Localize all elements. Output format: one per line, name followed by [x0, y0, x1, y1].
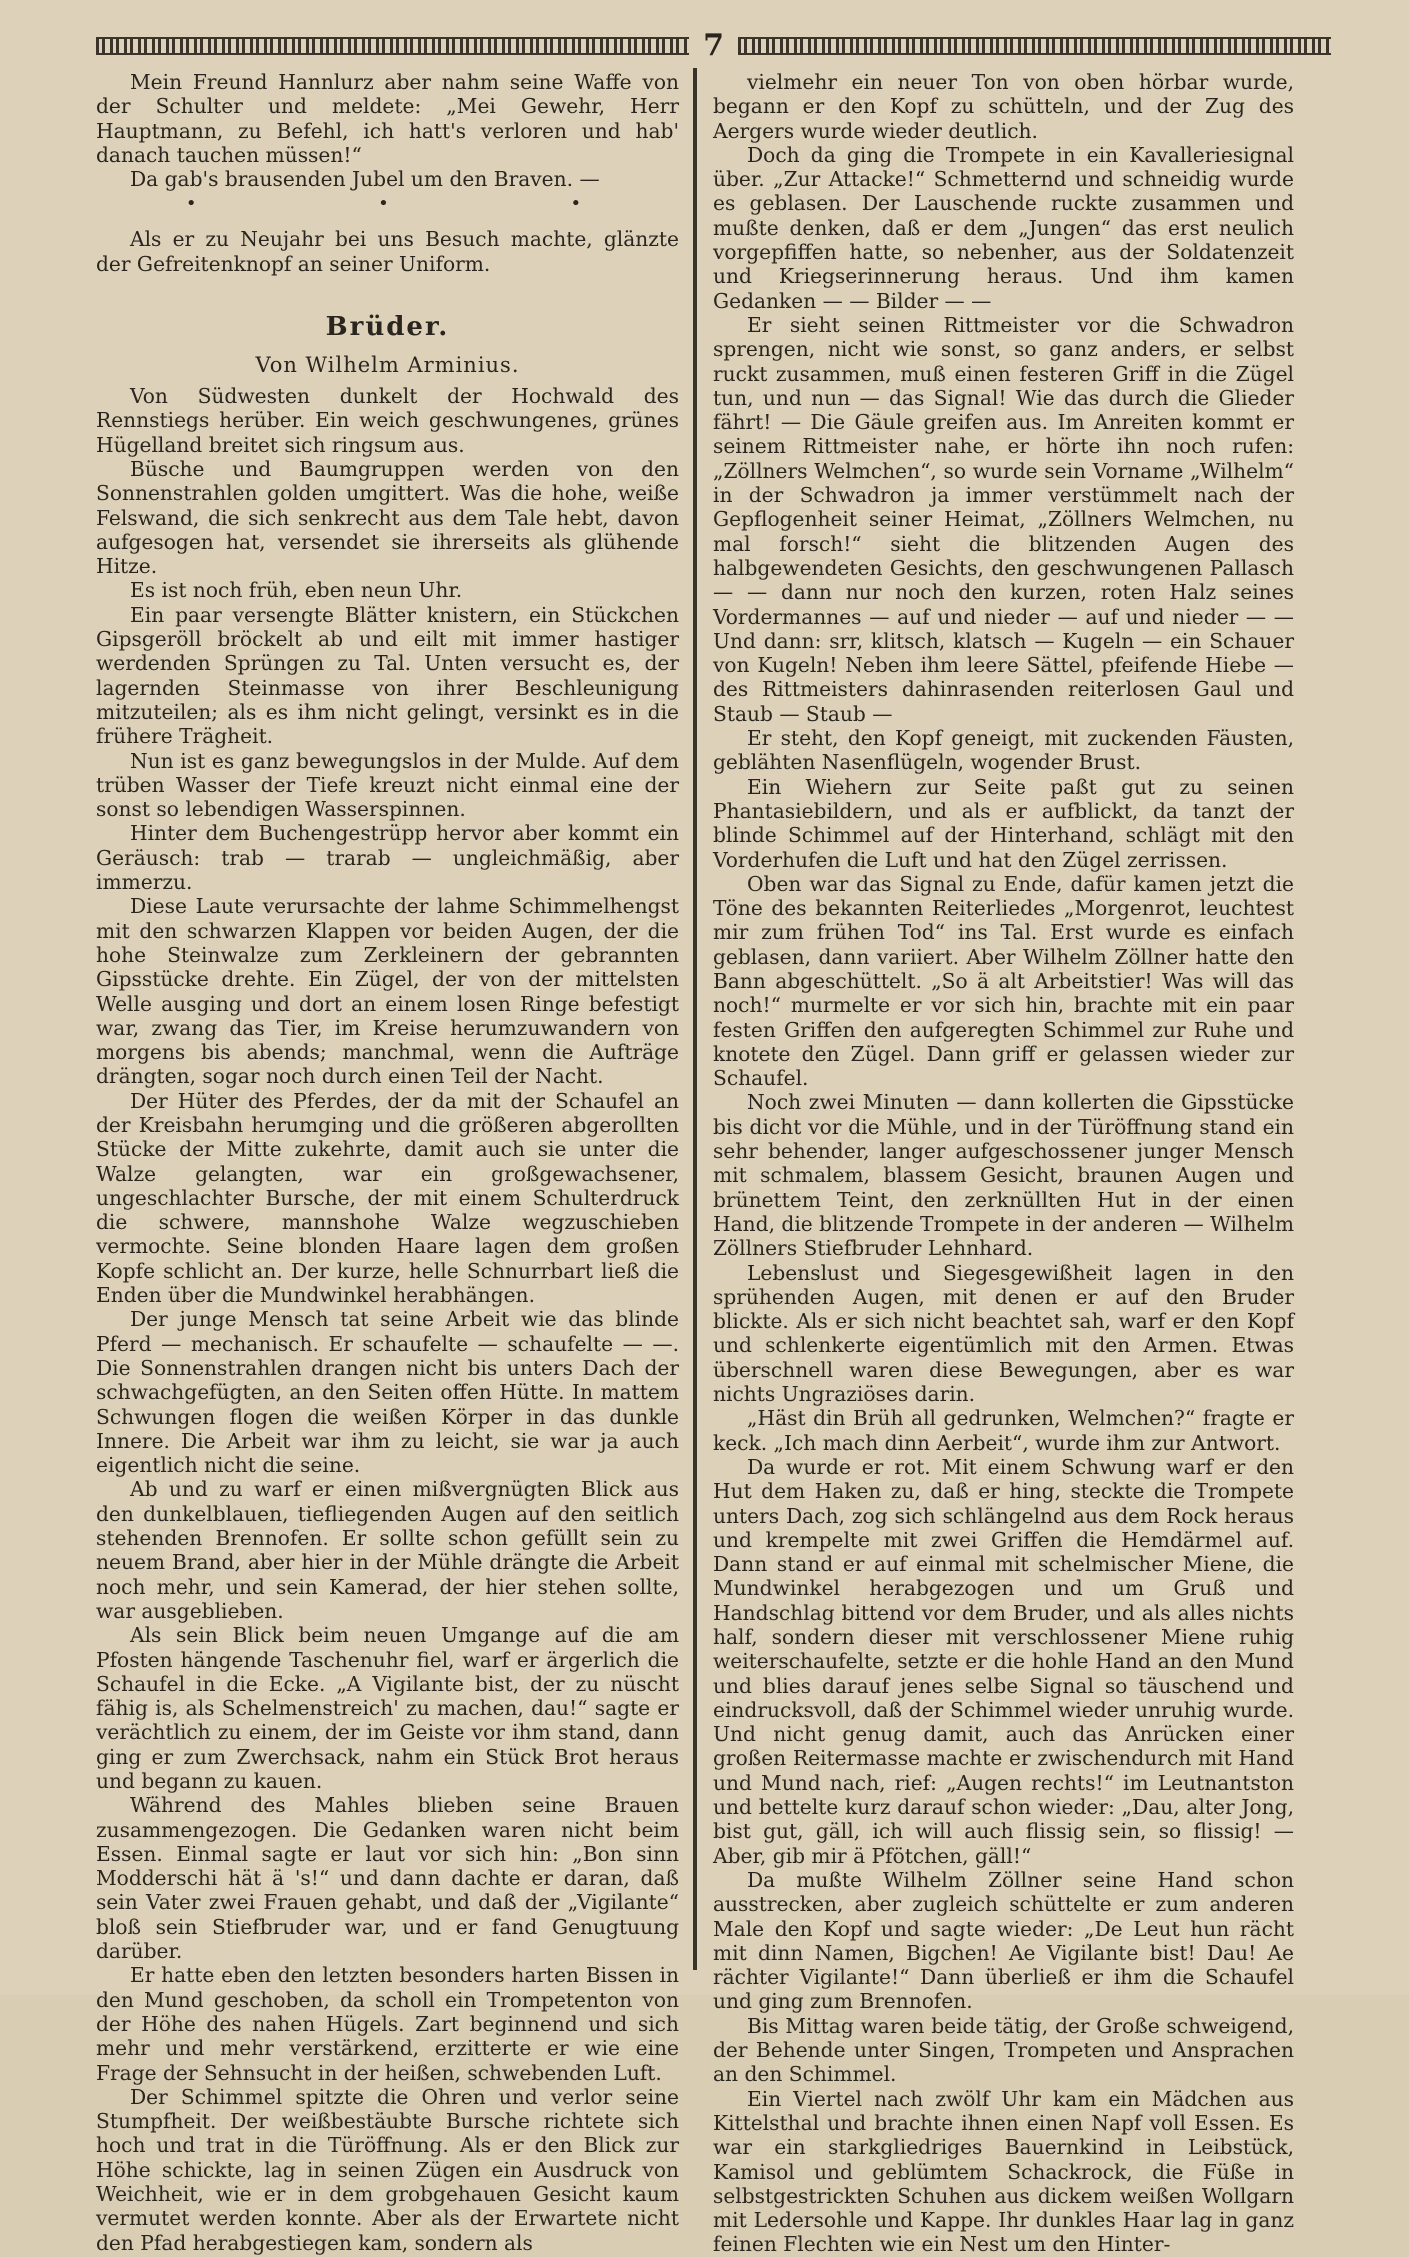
story-paragraph: Ab und zu warf er einen mißvergnügten Blick aus den dunkelblauen, tiefliegenden Augen auf den seitlich stehenden Brennofen. Er sollte schon gefüllt sein zu neuem Brand, aber hier in der Mühle drängte die Arbeit noch mehr, und sein Kamerad, der hier stehen sollte, war ausgeblieben.: [96, 1477, 679, 1623]
story-paragraph: Ein Wiehern zur Seite paßt gut zu seinen Phantasiebildern, und als er aufblickt, da tanzt der blinde Schimmel auf der Hinterhand, schlägt mit den Vorderhufen die Luft und hat den Zügel zerrissen.: [713, 774, 1294, 872]
header-ornament-left: [96, 37, 689, 55]
story-paragraph: Hinter dem Buchengestrüpp hervor aber kommt ein Geräusch: trab — trarab — ungleichmäßig, aber immerzu.: [96, 821, 679, 895]
section-separator: • • •: [185, 193, 670, 215]
story-paragraph: Es ist noch früh, eben neun Uhr.: [130, 578, 463, 603]
story-paragraph: Während des Mahles blieben seine Brauen zusammengezogen. Die Gedanken waren nicht beim Essen. Einmal sagte er laut vor sich hin: „Bon sinn Modderschi hät ä 's!“ und dann dachte er daran, daß sein Vater zwei Frauen gehabt, und daß der „Vigilante“ bloß sein Stiefbruder war, und er fand Genugtuung darüber.: [96, 1793, 679, 1964]
intro-closing: Als er zu Neujahr bei uns Besuch machte, glänzte der Gefreitenknopf an seiner Uniform.: [96, 227, 679, 276]
story-paragraph: Noch zwei Minuten — dann kollerten die Gipsstücke bis dicht vor die Mühle, und in der Türöffnung stand ein sehr behender, langer aufgeschossener junger Mensch mit schmalem, blassem Gesicht, braunen Augen und brünettem Teint, den zerknüllten Hut in der einen Hand, die blitzende Trompete in der anderen — Wilhelm Zöllners Stiefbruder Lehnhard.: [713, 1090, 1294, 1261]
header-ornament-right: [738, 37, 1331, 55]
left-column: [96, 70, 693, 2255]
story-paragraph: Als sein Blick beim neuen Umgange auf die am Pfosten hängende Taschenuhr fiel, warf er ärgerlich die Schaufel in die Ecke. „A Vigilante bist, der zu nüscht fähig is, als Schelmenstreich' zu machen, dau!“ sagte er verächtlich zu einem, der im Geiste vor ihm stand, dann ging er zum Zwerchsack, nahm ein Stück Brot heraus und begann zu kauen.: [96, 1623, 679, 1793]
intro-paragraph: Da gab's brausenden Jubel um den Braven. —: [130, 167, 600, 192]
page-number: 7: [703, 28, 724, 63]
page-header: [96, 28, 1331, 64]
story-paragraph: Bis Mittag waren beide tätig, der Große schweigend, der Behende unter Singen, Trompeten und Ansprachen an den Schimmel.: [713, 2013, 1294, 2087]
story-paragraph: Ein paar versengte Blätter knistern, ein Stückchen Gipsgeröll bröckelt ab und eilt mit immer hastiger werdenden Sprüngen zu Tal. Unten versucht es, der lagernden Steinmasse von ihrer Beschleunigung mitzuteilen; als es ihm nicht gelingt, versinkt es in die frühere Trägheit.: [96, 602, 679, 749]
story-paragraph: Er hatte eben den letzten besonders harten Bissen in den Mund geschoben, da scholl ein Trompetenton von der Höhe des nahen Hügels. Zart beginnend und sich mehr und mehr verstärkend, erzitterte er wie eine Frage der Sehnsucht in der heißen, schwebenden Luft.: [96, 1963, 679, 2085]
text-columns: [96, 70, 1331, 2257]
story-paragraph: Er sieht seinen Rittmeister vor die Schwadron sprengen, nicht wie sonst, so ganz anders, er selbst ruckt zusammen, muß einen festeren Griff in die Zügel tun, und nun — das Signal! Wie das durch die Glieder fährt! — Die Gäule greifen aus. Im Anreiten kommt er seinem Rittmeister nahe, er hörte ihn noch rufen: „Zöllners Welmchen“, so wurde sein Vorname „Wilhelm“ in der Schwadron ja immer verstümmelt nach der Gepflogenheit seiner Heimat, „Zöllners Welmchen, nu mal forsch!“ sieht die blitzenden Augen des halbgewendeten Gesichts, den geschwungenen Pallasch — — dann nur noch den kurzen, roten Halz seines Vordermannes — auf und nieder — auf und nieder — — Und dann: srr, klitsch, klatsch — Kugeln — ein Schauer von Kugeln! Neben ihm leere Sättel, pfeifende Hiebe — des Rittmeisters dahinrasenden reiterlosen Gaul und Staub — Staub —: [713, 312, 1294, 726]
intro-paragraph: Mein Freund Hannlurz aber nahm seine Waffe von der Schulter und meldete: „Mei Gewehr, Herr Hauptmann, zu Befehl, ich hatt's verloren und hab' danach tauchen müssen!“: [96, 70, 679, 167]
story-paragraph: Doch da ging die Trompete in ein Kavalleriesignal über. „Zur Attacke!“ Schmetternd und schneidig wurde es geblasen. Der Lauschende ruckte zusammen und mußte denken, daß er dem „Jungen“ das erst neulich vorgepfiffen hatte, so nebenher, aus der Soldatenzeit und Kriegserinnerung heraus. Und ihm kamen Gedanken — — Bilder — —: [713, 142, 1294, 313]
right-story-body: [713, 70, 1294, 2257]
story-paragraph: Da wurde er rot. Mit einem Schwung warf er den Hut dem Haken zu, daß er hing, steckte die Trompete unters Dach, zog sich schlängelnd aus dem Rock heraus und krempelte mit zwei Griffen die Hemdärmel auf. Dann stand er auf einmal mit schelmischer Miene, die Mundwinkel herabgezogen und um Gruß und Handschlag bittend vor dem Bruder, und als alles nichts half, sondern dieser mit verschlossener Miene ruhig weiterschaufelte, setzte er die hohle Hand an den Mund und blies darauf jenes selbe Signal so täuschend und eindrucksvoll, daß der Schimmel wieder unruhig wurde. Und nicht genug damit, auch das Anrücken einer großen Reitermasse machte er zwischendurch mit Hand und Mund nach, rief: „Augen rechts!“ im Leutnantston und bettelte kurz darauf schon wieder: „Dau, alter Jong, bist gut, gäll, ich will auch flissig sein, so flissig! — Aber, gib mir ä Pfötchen, gäll!“: [713, 1454, 1294, 1868]
right-column: [697, 70, 1294, 2257]
story-paragraph: Oben war das Signal zu Ende, dafür kamen jetzt die Töne des bekannten Reiterliedes „Morgenrot, leuchtest mir zum frühen Tod“ ins Tal. Erst wurde es einfach geblasen, dann variiert. Aber Wilhelm Zöllner hatte den Bann abgeschüttelt. „So ä alt Arbeitstier! Was will das noch!“ murmelte er vor sich hin, brachte mit ein paar festen Griffen den aufgeregten Schimmel zur Ruhe und knotete den Zügel. Dann griff er gelassen wieder zur Schaufel.: [713, 871, 1294, 1091]
story-paragraph: Der junge Mensch tat seine Arbeit wie das blinde Pferd — mechanisch. Er schaufelte — schaufelte — —. Die Sonnenstrahlen drangen nicht bis unters Dach der schwachgefügten, an den Seiten offen Hütte. In mattem Schwungen flogen die weißen Körper in das dunkle Innere. Die Arbeit war ihm zu leicht, sie war ja auch eigentlich nicht die seine.: [96, 1307, 679, 1478]
story-paragraph: Lebenslust und Siegesgewißheit lagen in den sprühenden Augen, mit denen er auf den Bruder blickte. Als er sich nicht beachtet sah, warf er den Kopf und schlenkerte eigentümlich mit den Armen. Etwas überschnell waren diese Bewegungen, aber es war nichts Ungraziöses darin.: [713, 1260, 1294, 1407]
story-paragraph: Da mußte Wilhelm Zöllner seine Hand schon ausstrecken, aber zugleich schüttelte er zum anderen Male den Kopf und sagte wieder: „De Leut hun rächt mit dinn Namen, Bigchen! Ae Vigilante bist! Dau! Ae rächter Vigilante!“ Dann überließ er ihm die Schaufel und ging zum Brennofen.: [713, 1867, 1294, 2014]
left-story-body: [96, 384, 679, 2255]
story-paragraph: Von Südwesten dunkelt der Hochwald des Rennstiegs herüber. Ein weich geschwungenes, grünes Hügelland breitet sich ringsum aus.: [96, 384, 679, 457]
story-paragraph: vielmehr ein neuer Ton von oben hörbar wurde, begann er den Kopf zu schütteln, und der Zug des Aergers wurde wieder deutlich.: [713, 70, 1294, 143]
story-paragraph: Diese Laute verursachte der lahme Schimmelhengst mit den schwarzen Klappen vor beiden Augen, der die hohe Steinwalze zum Zerkleinern der gebrannten Gipsstücke drehte. Ein Zügel, der von der mittelsten Welle ausging und dort an einem losen Ringe befestigt war, zwang das Tier, im Kreise herumzuwandern von morgens bis abends; manchmal, wenn die Aufträge drängten, sogar noch durch einen Teil der Nacht.: [96, 894, 679, 1089]
story-paragraph: Ein Viertel nach zwölf Uhr kam ein Mädchen aus Kittelsthal und brachte ihnen einen Napf voll Essen. Es war ein starkgliedriges Bauernkind in Leibstück, Kamisol und geblümtem Schackrock, die Füße in selbstgestrickten Schuhen aus dickem weißen Wollgarn mit Ledersohle und Kappe. Ihr dunkles Haar lag in ganz feinen Flechten wie ein Nest um den Hinter-: [713, 2086, 1294, 2257]
story-paragraph: Der Schimmel spitzte die Ohren und verlor seine Stumpfheit. Der weißbestäubte Bursche richtete sich hoch und trat in die Türöffnung. Als er den Blick zur Höhe schickte, lag in seinen Zügen ein Ausdruck von Weichheit, wie er in dem grobgehauen Gesicht kaum vermutet werden konnte. Aber als der Erwartete nicht den Pfad herabgestiegen kam, sondern als: [96, 2084, 679, 2255]
story-paragraph: „Häst din Brüh all gedrunken, Welmchen?“ fragte er keck. „Ich mach dinn Aerbeit“, wurde ihm zur Antwort.: [713, 1406, 1294, 1455]
story-paragraph: Nun ist es ganz bewegungslos in der Mulde. Auf dem trüben Wasser der Tiefe kreuzt nicht einmal eine der sonst so lebendigen Wasserspinnen.: [96, 748, 679, 822]
story-author: Von Wilhelm Arminius.: [255, 353, 520, 378]
story-paragraph: Er steht, den Kopf geneigt, mit zuckenden Fäusten, geblähten Nasenflügeln, wogender Brust.: [713, 726, 1294, 775]
story-paragraph: Büsche und Baumgruppen werden von den Sonnenstrahlen golden umgittert. Was die hohe, weiße Felswand, die sich senkrecht aus dem Tale hebt, davon aufgesogen hat, versendet sie ihrerseits als glühende Hitze.: [96, 456, 679, 579]
story-title: Brüder.: [325, 312, 450, 343]
story-paragraph: Der Hüter des Pferdes, der da mit der Schaufel an der Kreisbahn herumging und die größeren abgerollten Stücke der Mitte zukehrte, damit auch sie unter die Walze gelangten, war ein großgewachsener, ungeschlachter Bursche, der mit einem Schulterdruck die schwere, mannshohe Walze wegzuschieben vermochte. Seine blonden Haare lagen dem großen Kopfe schlicht an. Der kurze, helle Schnurrbart ließ die Enden über die Mundwinkel herabhängen.: [96, 1088, 679, 1308]
